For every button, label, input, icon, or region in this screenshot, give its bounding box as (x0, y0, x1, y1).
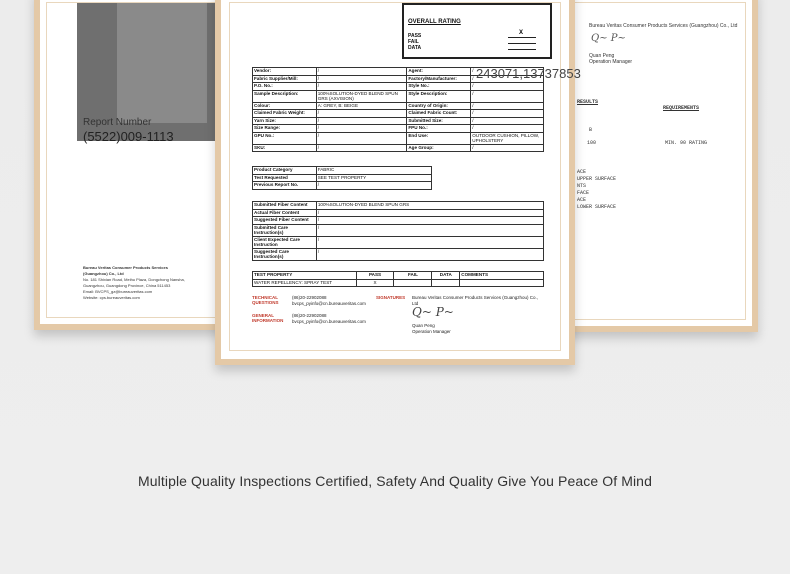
field-label: Yarn Size: (253, 117, 317, 125)
overall-rating-title: OVERALL RATING (408, 19, 461, 25)
field-value: / (316, 209, 543, 217)
rating-fail-label: FAIL (408, 39, 419, 45)
field-label: Fabric Supplier/Mill: (253, 75, 317, 83)
field-value: / (316, 68, 407, 76)
signer-title: Operation Manager (412, 329, 451, 334)
field-label: Age Group: (407, 144, 471, 152)
fabric-swatch (117, 3, 207, 123)
address-line: Bureau Veritas Consumer Products Services (83, 265, 168, 270)
field-value: / (316, 125, 407, 133)
test-header-row (253, 272, 544, 280)
field-value: / (471, 125, 544, 133)
test-property-name: WATER REPELLENCY: SPRAY TEST (253, 279, 357, 287)
surface-line: NTS (577, 183, 587, 189)
test-report-document (252, 3, 542, 350)
field-label: Claimed Fabric Count: (407, 110, 471, 118)
field-label: Country of Origin: (407, 102, 471, 110)
field-label: Vendor: (253, 68, 317, 76)
field-value: / (316, 83, 407, 91)
field-label: Colour: (253, 102, 317, 110)
test-comments (460, 279, 544, 287)
field-value: / (471, 102, 544, 110)
address-line: Website: cps.bureauveritas.com (83, 295, 140, 300)
page-caption: Multiple Quality Inspections Certified, Safety And Quality Give You Peace Of Mind (138, 473, 652, 489)
fiber-row (253, 217, 544, 225)
report-number-label: Report Number (83, 117, 152, 128)
test-data-value (432, 279, 460, 287)
overall-rating-box (402, 3, 552, 59)
header-data: DATA (432, 272, 460, 280)
field-label: End Use: (407, 132, 471, 144)
signer-name: Quan Peng (589, 53, 615, 59)
product-row (253, 182, 432, 190)
center-certificate-frame (215, 0, 575, 365)
fiber-content-table (252, 201, 544, 261)
product-row (253, 174, 432, 182)
signer-name: Quan Peng (412, 323, 435, 328)
field-label: Submitted Size: (407, 117, 471, 125)
surface-line: LOWER SURFACE (577, 204, 617, 210)
requirements-heading: REQUIREMENTS (663, 105, 700, 111)
field-label: Actual Fiber Content (253, 209, 317, 217)
info-row (253, 117, 544, 125)
field-value: OUTDOOR CUSHION, PILLOW, UPHOLSTERY (471, 132, 544, 144)
field-value: / (316, 75, 407, 83)
company-name: Bureau Veritas Consumer Products Services (Guangzhou) Co., Ltd (589, 23, 738, 29)
grade-b: B (589, 127, 593, 133)
field-label: FPU No.: (407, 125, 471, 133)
field-label: Sample Description: (253, 90, 317, 102)
field-label: Product Category (253, 167, 317, 175)
field-value: / (471, 90, 544, 102)
field-label: Agent: (407, 68, 471, 76)
technical-questions-contact: (86)20-22902088 bvcps_pyinfo@cn.bureauveritas.com (292, 295, 366, 306)
signature-mark: Q~ P~ (591, 33, 626, 44)
rating-line (508, 43, 536, 44)
field-label: Claimed Fabric Weight: (253, 110, 317, 118)
center-certificate-paper (229, 2, 561, 351)
field-value: / (316, 236, 543, 248)
field-value: A: GREY, B: BEIGE (316, 102, 407, 110)
field-value: FABRIC (316, 167, 431, 175)
surface-line: ACE (577, 169, 587, 175)
fiber-row (253, 224, 544, 236)
technical-questions-label: TECHNICAL QUESTIONS (252, 295, 279, 305)
field-label: P.O. No.: (253, 83, 317, 91)
field-value: / (316, 117, 407, 125)
field-label: Previous Report No. (253, 182, 317, 190)
surface-line: ACE (577, 197, 587, 203)
header-test-property: TEST PROPERTY (253, 272, 357, 280)
signer-title: Operation Manager (589, 59, 633, 65)
header-fail: FAIL (394, 272, 432, 280)
info-row (253, 90, 544, 102)
field-label: Client Expected Care Instruction (253, 236, 317, 248)
field-label: Factory/Manufacturer: (407, 75, 471, 83)
info-row (253, 132, 544, 144)
field-label: Style No.: (407, 83, 471, 91)
address-line: (Guangzhou) Co., Ltd (83, 271, 124, 276)
address-line: Guangzhou, Guangdong Province, China 511453 (83, 283, 171, 288)
general-information-label: GENERAL INFORMATION (252, 313, 284, 323)
company-address-block (83, 265, 193, 301)
field-value: / (316, 182, 431, 190)
field-label: Submitted Fiber Content (253, 202, 317, 210)
field-value: / (471, 68, 544, 76)
field-label: Size Range: (253, 125, 317, 133)
field-value: / (471, 110, 544, 118)
field-value: / (316, 217, 543, 225)
report-number-value: (5522)009-1113 (83, 129, 174, 144)
product-row (253, 167, 432, 175)
field-label: Test Requested (253, 174, 317, 182)
rating-pass-mark: X (519, 30, 524, 36)
field-value: / (316, 144, 407, 152)
address-line: No. 181 Shixian Road, Meihu Plaza, Dongchong Nansha, (83, 277, 185, 282)
field-label: Suggested Fiber Content (253, 217, 317, 225)
general-information-contact: (86)20-22902088 bvcps_pyinfo@cn.bureauveritas.com (292, 313, 366, 324)
fiber-row (253, 202, 544, 210)
field-label: SKU: (253, 144, 317, 152)
results-heading: RESULTS (577, 99, 599, 105)
signatures-label: SIGNATURES (376, 295, 406, 300)
field-label: Submitted Care Instruction(s) (253, 224, 317, 236)
requirement-value: MIN. 90 RATING (665, 140, 708, 146)
rating-line (508, 37, 536, 38)
signatures-company: Bureau Veritas Consumer Products Services (Guangzhou) Co., Ltd (412, 295, 539, 306)
fiber-row (253, 236, 544, 248)
info-row (253, 110, 544, 118)
field-value: 100%SOLUTION-DYED BLEND SPUN GRS (AXVISION) (316, 90, 407, 102)
fiber-row (253, 248, 544, 260)
surface-line: UPPER SURFACE (577, 176, 617, 182)
field-label: Style Description: (407, 90, 471, 102)
info-row (253, 83, 544, 91)
value-100: 100 (587, 140, 597, 146)
rating-pass-label: PASS (408, 33, 422, 39)
field-value: SEE TEST PROPERTY (316, 174, 431, 182)
field-value: / (316, 110, 407, 118)
test-pass-mark: X (356, 279, 394, 287)
surface-line: FACE (577, 190, 590, 196)
field-value: / (471, 144, 544, 152)
rating-line (508, 49, 536, 50)
address-line: Email: BVCPS_gz@bureauveritas.com (83, 289, 153, 294)
field-value: / (471, 83, 544, 91)
test-fail-mark (394, 279, 432, 287)
overlay-report-number: 243071,13737853 (476, 66, 581, 81)
rating-data-label: DATA (408, 45, 422, 51)
header-pass: PASS (356, 272, 394, 280)
info-row (253, 102, 544, 110)
test-result-row (253, 279, 544, 287)
field-value: / (316, 248, 543, 260)
product-table (252, 166, 432, 190)
field-label: GPU No.: (253, 132, 317, 144)
field-value: / (316, 224, 543, 236)
field-value: / (471, 75, 544, 83)
header-comments: COMMENTS (460, 272, 544, 280)
test-property-table (252, 271, 544, 287)
fiber-row (253, 209, 544, 217)
field-value: / (316, 132, 407, 144)
info-row (253, 144, 544, 152)
field-value: 100%SOLUTION-DYED BLEND SPUN GRS (316, 202, 543, 210)
info-row (253, 125, 544, 133)
signature-mark: Q~ P~ (412, 305, 454, 319)
field-value: / (471, 117, 544, 125)
field-label: Suggested Care Instruction(s) (253, 248, 317, 260)
